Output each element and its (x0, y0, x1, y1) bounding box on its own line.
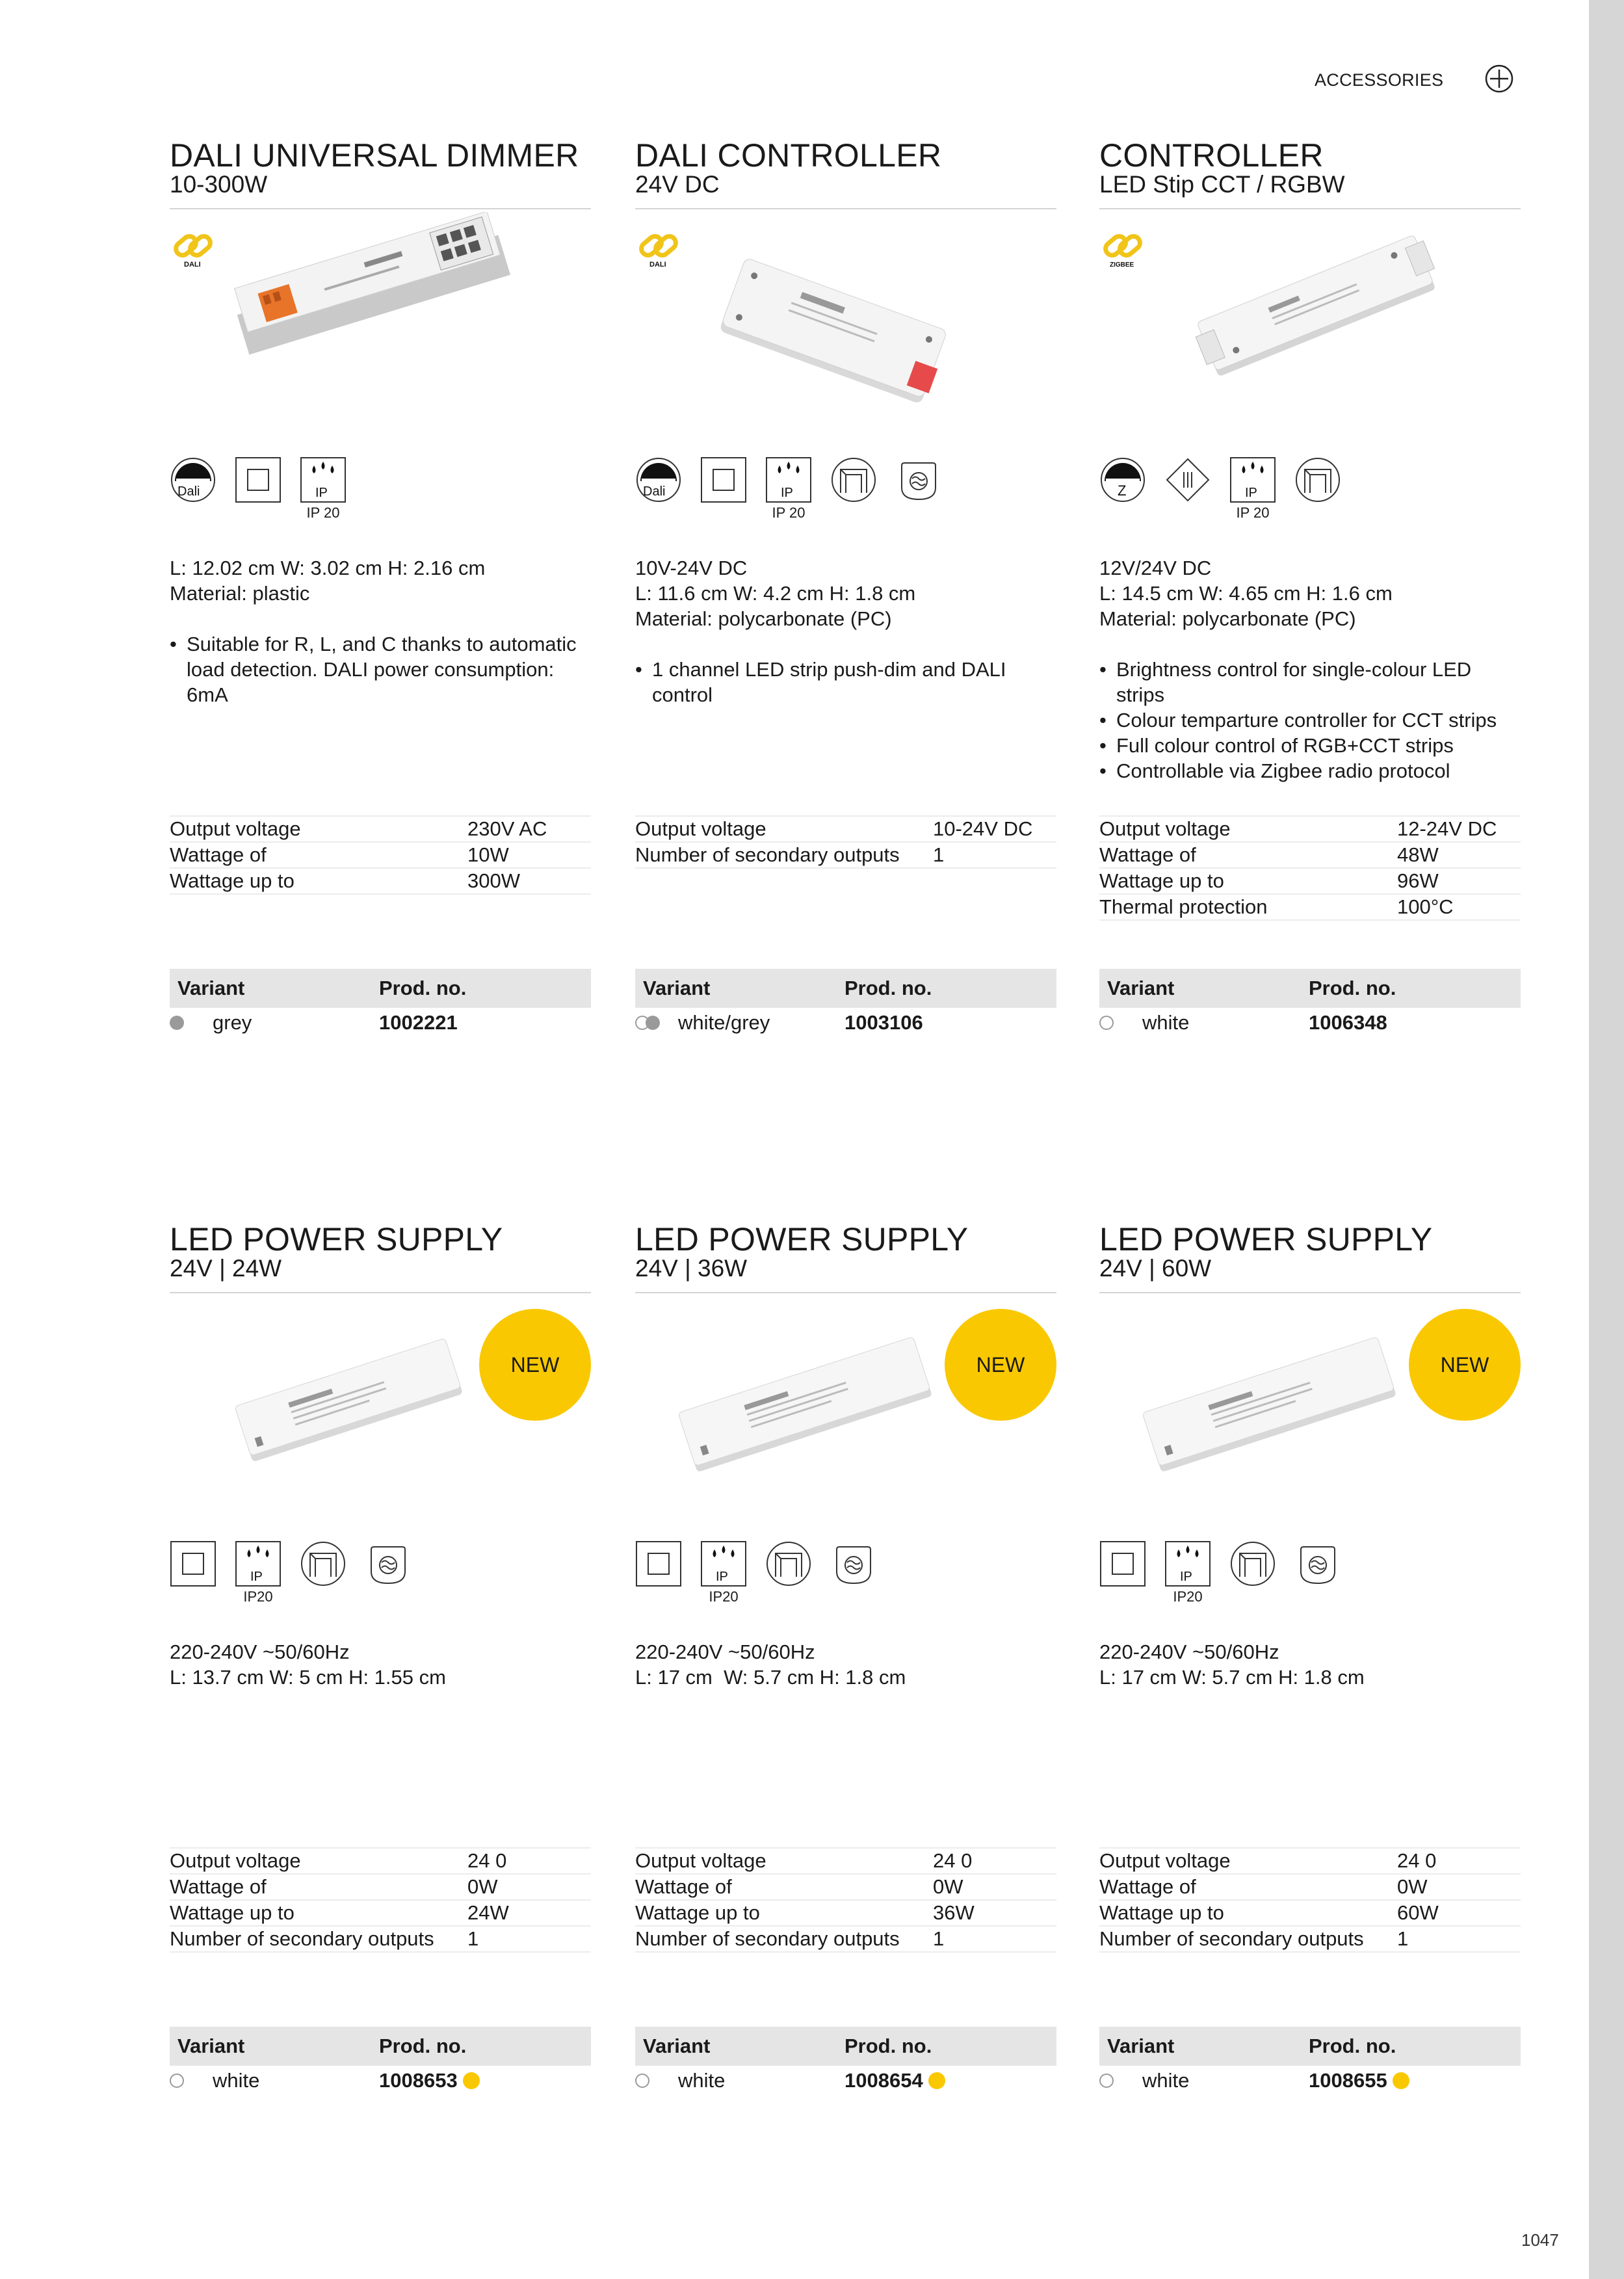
feature-item: • Suitable for R, L, and C thanks to automatic load detection. DALI power consumption: 6mA (170, 631, 591, 707)
furniture-mounting-icon (1229, 1540, 1276, 1587)
protection-class-ii-icon (700, 456, 747, 503)
new-badge: NEW (1409, 1309, 1521, 1421)
protection-class-ii-icon (635, 1540, 682, 1587)
variant-name: white (213, 2069, 260, 2092)
variant-row[interactable] (1099, 1008, 1521, 1038)
safety-transformer-icon (1294, 1540, 1341, 1587)
spec-row: Number of secondary outputs 1 (635, 842, 1056, 868)
product-description (635, 555, 1056, 707)
spec-table (1099, 815, 1521, 921)
variant-name: white (678, 2069, 726, 2092)
variant-table-header: Variant Prod. no. (1099, 2027, 1521, 2066)
spec-row: Wattage up to 36W (635, 1900, 1056, 1926)
product-card-power-supply-36w (635, 1223, 1056, 2120)
power-supply-device-image (170, 1296, 591, 1504)
dimmer-device-image (170, 212, 591, 420)
svg-text:IP: IP (1180, 1570, 1192, 1584)
title-divider (170, 1292, 591, 1293)
controller-device-image (635, 212, 1056, 420)
product-title: CONTROLLER (1099, 137, 1324, 174)
ip-rating-icon (700, 1540, 747, 1605)
spec-row: Output voltage 24 0 (170, 1848, 591, 1874)
new-indicator-dot (1393, 2072, 1409, 2089)
product-title: DALI UNIVERSAL DIMMER (170, 137, 579, 174)
safety-transformer-icon (830, 1540, 877, 1587)
variant-table-header: Variant Prod. no. (1099, 969, 1521, 1008)
furniture-mounting-icon (765, 1540, 812, 1587)
variant-table-header: Variant Prod. no. (170, 2027, 591, 2066)
protection-class-iii-icon (1164, 456, 1211, 503)
product-card-power-supply-24w (170, 1223, 591, 2120)
ip-caption: IP20 (243, 1588, 273, 1605)
color-swatch-white-grey (635, 1016, 662, 1030)
spec-row: Output voltage 24 0 (1099, 1848, 1521, 1874)
protection-class-ii-icon (1099, 1540, 1146, 1587)
svg-text:IP: IP (781, 486, 793, 500)
color-swatch-grey (170, 1016, 197, 1030)
desc-line: L: 11.6 cm W: 4.2 cm H: 1.8 cm (635, 582, 916, 605)
color-swatch-white (635, 2074, 662, 2088)
ip-rating-icon (1164, 1540, 1211, 1605)
variant-row[interactable] (170, 1008, 591, 1038)
product-photo (1099, 1296, 1521, 1504)
safety-transformer-icon (365, 1540, 412, 1587)
title-divider (635, 1292, 1056, 1293)
spec-table (170, 815, 591, 895)
ip-rating-icon (300, 456, 347, 521)
ip-caption: IP20 (709, 1588, 739, 1605)
variant-row[interactable] (170, 2066, 591, 2096)
furniture-mounting-icon (300, 1540, 347, 1587)
product-icons (635, 456, 942, 521)
feature-list (1099, 657, 1521, 784)
product-subtitle: LED Stip CCT / RGBW (1099, 171, 1345, 198)
spec-row: Wattage up to 96W (1099, 868, 1521, 894)
title-divider (1099, 208, 1521, 209)
desc-line: 220-240V ~50/60Hz (635, 1640, 815, 1663)
product-photo (635, 1296, 1056, 1504)
variant-name: white (1142, 2069, 1190, 2092)
spec-row: Wattage up to 300W (170, 868, 591, 894)
product-subtitle: 24V | 24W (170, 1255, 282, 1282)
spec-row: Output voltage 230V AC (170, 816, 591, 842)
new-badge: NEW (945, 1309, 1056, 1421)
product-photo (170, 1296, 591, 1504)
product-subtitle: 10-300W (170, 171, 268, 198)
power-supply-device-image (1099, 1296, 1521, 1504)
expand-plus-icon[interactable] (1484, 64, 1514, 94)
section-label: ACCESSORIES (1315, 70, 1444, 90)
svg-text:ZIGBEE: ZIGBEE (1110, 261, 1134, 269)
title-divider (1099, 1292, 1521, 1293)
product-description (1099, 1639, 1521, 1690)
svg-text:IP: IP (1245, 486, 1257, 500)
spec-row: Wattage of 0W (170, 1874, 591, 1900)
product-icons (170, 1540, 412, 1605)
desc-line: Material: plastic (170, 582, 310, 605)
spec-row: Output voltage 12-24V DC (1099, 816, 1521, 842)
product-title: LED POWER SUPPLY (635, 1221, 969, 1258)
desc-line: L: 13.7 cm W: 5 cm H: 1.55 cm (170, 1666, 446, 1689)
product-title: LED POWER SUPPLY (1099, 1221, 1433, 1258)
svg-text:DALI: DALI (649, 261, 666, 269)
zigbee-dimmable-icon (1099, 456, 1146, 503)
new-indicator-dot (928, 2072, 945, 2089)
new-badge: NEW (479, 1309, 591, 1421)
feature-item: • 1 channel LED strip push-dim and DALI control (635, 657, 1056, 707)
feature-item: • Full colour control of RGB+CCT strips (1099, 733, 1521, 758)
desc-line: L: 17 cm W: 5.7 cm H: 1.8 cm (635, 1666, 906, 1689)
product-description (170, 555, 591, 707)
product-number: 1006348 (1309, 1011, 1387, 1034)
product-icons (1099, 456, 1341, 521)
desc-line: L: 17 cm W: 5.7 cm H: 1.8 cm (1099, 1666, 1365, 1689)
desc-line: 12V/24V DC (1099, 557, 1212, 579)
product-card-controller (1099, 139, 1521, 1049)
ip-rating-icon (765, 456, 812, 521)
product-photo (635, 212, 1056, 420)
desc-line: Material: polycarbonate (PC) (1099, 607, 1356, 630)
furniture-mounting-icon (830, 456, 877, 503)
variant-table (170, 969, 591, 1038)
protection-class-ii-icon (235, 456, 282, 503)
color-swatch-white (170, 2074, 197, 2088)
product-subtitle: 24V | 36W (635, 1255, 748, 1282)
desc-line: Material: polycarbonate (PC) (635, 607, 892, 630)
variant-table (635, 2027, 1056, 2096)
product-title: DALI CONTROLLER (635, 137, 942, 174)
safety-transformer-icon (895, 456, 942, 503)
ip-caption: IP 20 (306, 505, 340, 521)
spec-row: Output voltage 24 0 (635, 1848, 1056, 1874)
color-swatch-white (1099, 1016, 1127, 1030)
spec-table (1099, 1847, 1521, 1953)
ip-rating-icon (235, 1540, 282, 1605)
product-card-dali-controller (635, 139, 1056, 1049)
variant-row[interactable] (1099, 2066, 1521, 2096)
variant-row[interactable] (635, 1008, 1056, 1038)
feature-item: • Controllable via Zigbee radio protocol (1099, 758, 1521, 784)
title-divider (170, 208, 591, 209)
spec-row: Wattage of 10W (170, 842, 591, 868)
product-number: 1003106 (845, 1011, 923, 1034)
product-number: 1002221 (379, 1011, 458, 1034)
spec-table (635, 1847, 1056, 1953)
product-icons (170, 456, 347, 521)
variant-table-header: Variant Prod. no. (170, 969, 591, 1008)
variant-name: white (1142, 1011, 1190, 1034)
page-number: 1047 (1521, 2230, 1559, 2250)
spec-row: Thermal protection 100°C (1099, 894, 1521, 920)
product-card-power-supply-60w (1099, 1223, 1521, 2120)
spec-row: Number of secondary outputs 1 (170, 1926, 591, 1952)
ip-caption: IP 20 (1236, 505, 1270, 521)
furniture-mounting-icon (1294, 456, 1341, 503)
dali-logo-text: DALI (184, 261, 201, 269)
desc-line: 10V-24V DC (635, 557, 748, 579)
spec-row: Number of secondary outputs 1 (1099, 1926, 1521, 1952)
variant-row[interactable] (635, 2066, 1056, 2096)
feature-list (170, 631, 591, 707)
product-photo (1099, 212, 1521, 420)
spec-row: Wattage of 0W (635, 1874, 1056, 1900)
variant-table (635, 969, 1056, 1038)
svg-text:IP: IP (716, 1570, 728, 1584)
product-subtitle: 24V DC (635, 171, 720, 198)
variant-name: grey (213, 1011, 252, 1034)
spec-table (635, 815, 1056, 869)
product-description (635, 1639, 1056, 1690)
product-description (170, 1639, 591, 1690)
protection-class-ii-icon (170, 1540, 216, 1587)
svg-text:Dali: Dali (177, 484, 200, 499)
ip-caption: IP 20 (772, 505, 805, 521)
spec-table (170, 1847, 591, 1953)
variant-name: white/grey (678, 1011, 770, 1034)
svg-text:IP: IP (315, 486, 328, 500)
product-title: LED POWER SUPPLY (170, 1221, 503, 1258)
product-number: 1008653 (379, 2069, 458, 2092)
feature-list (635, 657, 1056, 707)
feature-item: • Brightness control for single-colour LED strips (1099, 657, 1521, 707)
product-subtitle: 24V | 60W (1099, 1255, 1212, 1282)
new-indicator-dot (463, 2072, 480, 2089)
product-icons (1099, 1540, 1341, 1605)
spec-row: Number of secondary outputs 1 (635, 1926, 1056, 1952)
variant-table (1099, 969, 1521, 1038)
dali-dimmable-icon (170, 456, 216, 503)
product-number: 1008654 (845, 2069, 923, 2092)
desc-line: L: 14.5 cm W: 4.65 cm H: 1.6 cm (1099, 582, 1393, 605)
variant-table-header: Variant Prod. no. (635, 969, 1056, 1008)
svg-text:Dali: Dali (643, 484, 666, 499)
desc-line: L: 12.02 cm W: 3.02 cm H: 2.16 cm (170, 557, 486, 579)
spec-row: Wattage of 0W (1099, 1874, 1521, 1900)
desc-line: 220-240V ~50/60Hz (1099, 1640, 1279, 1663)
ip-caption: IP20 (1173, 1588, 1203, 1605)
svg-text:Z: Z (1118, 482, 1127, 499)
product-photo (170, 212, 591, 420)
power-supply-device-image (635, 1296, 1056, 1504)
spec-row: Wattage up to 24W (170, 1900, 591, 1926)
product-icons (635, 1540, 877, 1605)
variant-table (170, 2027, 591, 2096)
product-number: 1008655 (1309, 2069, 1387, 2092)
svg-text:IP: IP (250, 1570, 263, 1584)
dali-dimmable-icon (635, 456, 682, 503)
product-description (1099, 555, 1521, 784)
spec-row: Wattage up to 60W (1099, 1900, 1521, 1926)
spec-row: Wattage of 48W (1099, 842, 1521, 868)
feature-item: • Colour temparture controller for CCT strips (1099, 707, 1521, 733)
product-card-dali-universal-dimmer (170, 139, 591, 1049)
ip-rating-icon (1229, 456, 1276, 521)
page-edge-bar (1589, 0, 1624, 2279)
desc-line: 220-240V ~50/60Hz (170, 1640, 350, 1663)
spec-row: Output voltage 10-24V DC (635, 816, 1056, 842)
color-swatch-white (1099, 2074, 1127, 2088)
variant-table (1099, 2027, 1521, 2096)
zigbee-controller-device-image (1099, 212, 1521, 420)
title-divider (635, 208, 1056, 209)
variant-table-header: Variant Prod. no. (635, 2027, 1056, 2066)
